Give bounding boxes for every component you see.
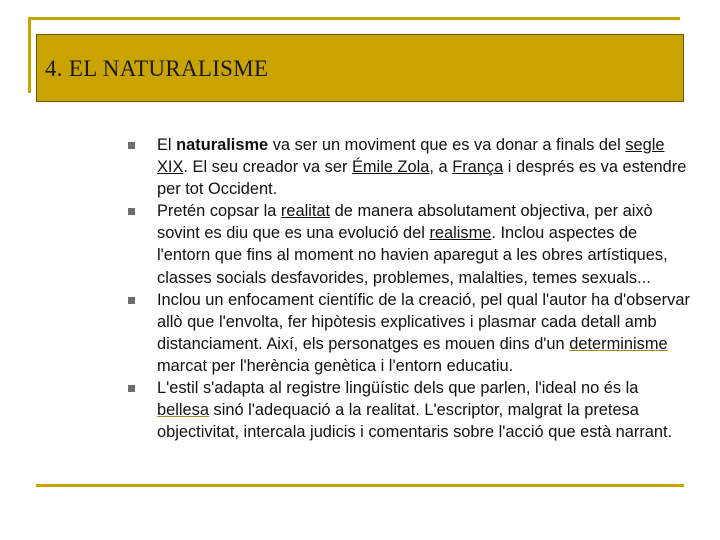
hyperlink[interactable]: realisme [429, 224, 492, 243]
hyperlink[interactable]: realitat [280, 202, 331, 221]
square-bullet-icon [128, 142, 135, 149]
square-bullet-icon [128, 208, 135, 215]
frame-top-line [28, 17, 680, 20]
bullet-text: Inclou un enfocament científic de la creació, pel qual l'autor ha d'observar allò que l'envolta, fer hipòtesis explicatives i plasmar cada detall amb distanciament. Així, els personatges es mouen dins d'un [157, 290, 690, 353]
bullet-text: marcat per l'herència genètica i l'entorn educatiu. [157, 356, 514, 375]
frame-left-line [28, 17, 31, 93]
hyperlink[interactable]: bellesa [157, 401, 209, 420]
bullet-text: , a [429, 158, 453, 177]
bullet-text: de manera absolutament objectiva, per això sovint es diu que es una evolució del [157, 202, 653, 243]
hyperlink[interactable]: determinisme [569, 334, 668, 353]
square-bullet-icon [128, 297, 135, 304]
bullet-list [128, 134, 693, 443]
bullet-text: Pretén copsar la [157, 202, 281, 221]
bullet-item [128, 377, 693, 443]
bold-term: naturalisme [176, 136, 269, 154]
bullet-text: El [157, 136, 177, 154]
slide-title: 4. EL NATURALISME [45, 56, 269, 81]
bullet-item [128, 200, 693, 288]
bullet-text: . El seu creador va ser [183, 158, 352, 177]
hyperlink[interactable]: Émile Zola [351, 158, 430, 177]
bullet-text: va ser un moviment que es va donar a finals del [268, 136, 626, 154]
hyperlink[interactable]: França [452, 158, 504, 177]
bullet-text: sinó l'adequació a la realitat. L'escriptor, malgrat la pretesa objectivitat, intercala judicis i comentaris sobre l'acció que està narrant. [157, 401, 673, 442]
hyperlink[interactable]: segle XIX [157, 136, 665, 177]
bullet-text: . Inclou aspectes de l'entorn que fins al moment no havien aparegut a les obres artístiques, classes socials desfavorides, problemes, malalties, temes sexuals... [157, 224, 668, 287]
bullet-item [128, 289, 693, 377]
bullet-item [128, 134, 693, 200]
bullet-text: L'estil s'adapta al registre lingüístic dels que parlen, l'ideal no és la [157, 379, 639, 398]
bullet-text: i després es va estendre per tot Occident. [157, 158, 687, 199]
frame-bottom-line [36, 484, 684, 487]
square-bullet-icon [128, 385, 135, 392]
title-banner [36, 34, 684, 102]
